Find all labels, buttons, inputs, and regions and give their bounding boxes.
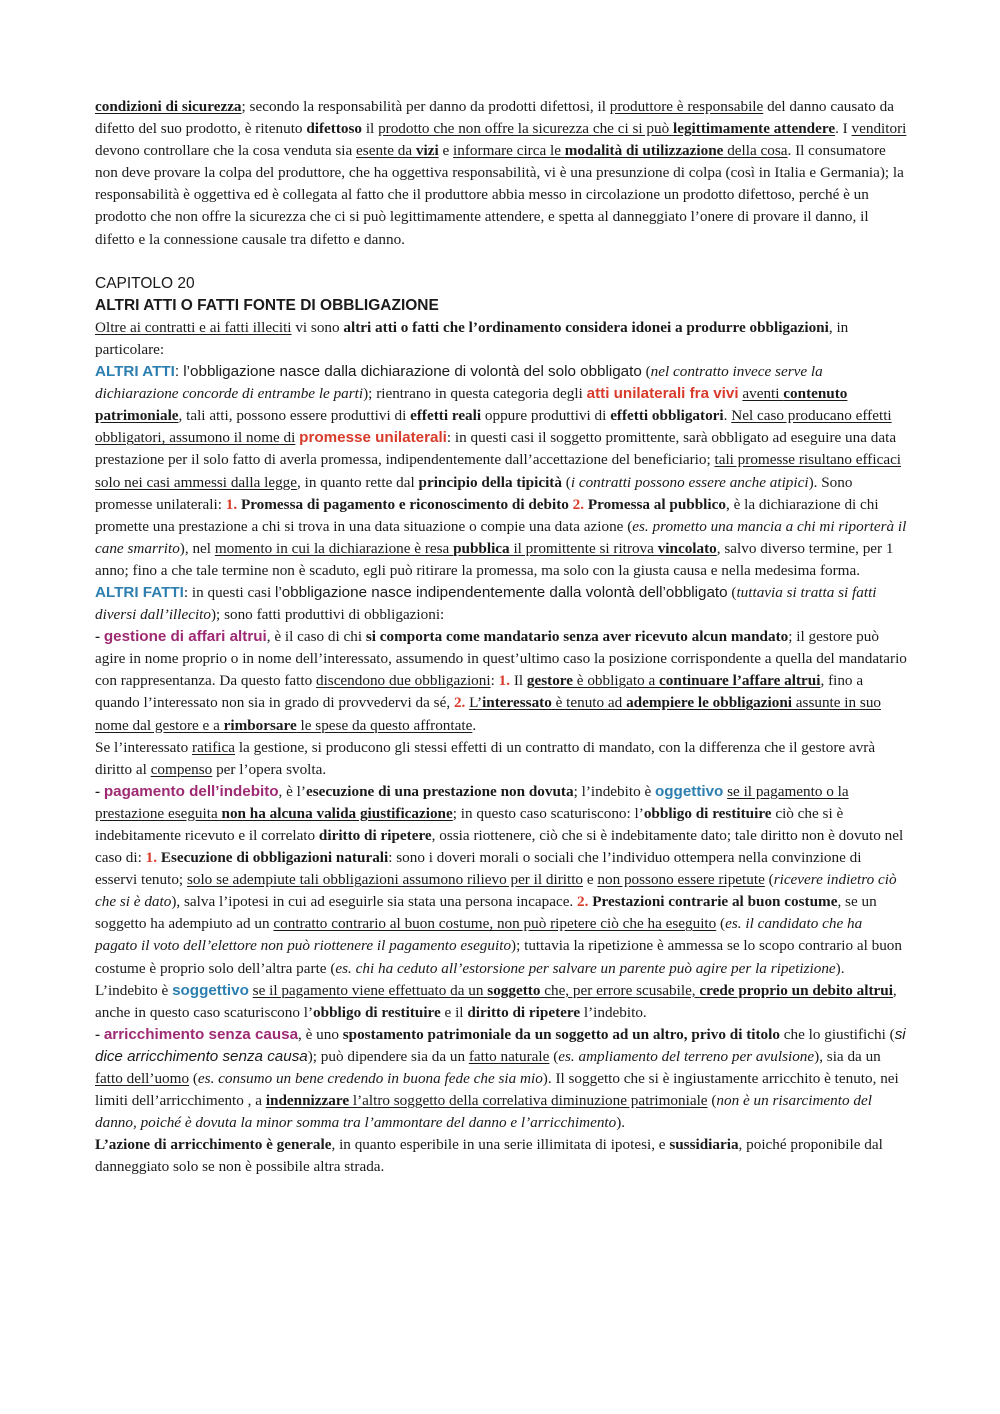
- text-u: fatto dell’uomo: [95, 1070, 190, 1088]
- text-blue: ALTRI ATTI: [95, 363, 175, 381]
- text-run: , se un soggetto ha adempiuto ad un: [95, 893, 877, 933]
- paragraph-gap: [95, 251, 907, 273]
- text-u: aventi: [742, 385, 784, 403]
- text-blue: oggettivo: [655, 782, 724, 800]
- text-run: , è l’: [278, 782, 306, 800]
- paragraph: [95, 361, 907, 582]
- text-b: Prestazioni contrarie al buon costume: [592, 893, 838, 911]
- text-u: L’: [469, 694, 483, 712]
- text-u: ratifica: [192, 738, 236, 756]
- text-u: compenso: [150, 760, 213, 778]
- text-u: è tenuto ad: [551, 694, 627, 712]
- text-bu: contenuto patrimoniale: [95, 385, 848, 425]
- text-run: ciò che si è indebitamente ricevuto e il correlato: [95, 804, 844, 844]
- text-run: , è uno: [298, 1025, 343, 1043]
- paragraph: [95, 317, 907, 361]
- text-i: es. prometto una mancia a chi mi riporterà il cane smarrito: [95, 517, 907, 557]
- text-u: venditori: [851, 120, 907, 138]
- text-bu: adempiere le obbligazioni: [626, 694, 792, 712]
- text-blue: soggettivo: [172, 981, 249, 999]
- text-i: tuttavia si tratta si fatti diversi dall’illecito: [95, 583, 877, 624]
- text-run: il: [362, 120, 379, 138]
- text-b: effetti obbligatori: [610, 407, 724, 425]
- text-run: e: [438, 142, 454, 160]
- text-b: sussidiaria: [669, 1136, 739, 1154]
- text-run: che lo giustifichi (: [779, 1025, 895, 1043]
- paragraph: [95, 295, 907, 317]
- text-bu: vincolato: [657, 539, 717, 557]
- text-u: il promittente si ritrova: [509, 539, 658, 557]
- text-b: obbligo di restituire: [313, 1003, 441, 1021]
- text-run: , in quanto rette dal: [297, 473, 419, 491]
- text-u: Oltre ai contratti e ai fatti illeciti: [95, 318, 292, 336]
- text-run: : in questi casi: [183, 583, 275, 601]
- text-run: , poiché proponibile dal danneggiato solo se non è possibile altra strada.: [95, 1136, 883, 1176]
- text-run: oppure produttivi di: [481, 407, 611, 425]
- text-blue: ALTRI FATTI: [95, 583, 184, 601]
- text-i: es. ampliamento del terreno per avulsione: [558, 1047, 815, 1065]
- text-u: fatto naturale: [468, 1047, 550, 1065]
- text-b: effetti reali: [410, 407, 482, 425]
- text-run: ; secondo la responsabilità per danno da prodotti difettosi, il: [241, 98, 610, 115]
- paragraph: [95, 273, 907, 295]
- text-b: altri atti o fatti che l’ordinamento considera idonei a produrre obbligazioni: [343, 318, 829, 336]
- text-bu: rimborsare: [223, 716, 297, 734]
- text-u: informare circa le: [453, 142, 565, 160]
- text-run: (: [189, 1070, 198, 1088]
- text-run: ); sono fatti produttivi di obbligazioni:: [211, 606, 445, 624]
- text-bu: modalità di utilizzazione: [564, 142, 724, 160]
- text-run: ); tuttavia la ripetizione è ammessa se lo scopo contrario al buon costume è proprio solo dell’altra parte (: [95, 937, 902, 977]
- text-run: la gestione, si producono gli stessi effetti di un contratto di mandato, con la differenza che il gestore avrà diritto al: [95, 738, 876, 778]
- text-u: solo se adempiute tali obbligazioni assumono rilievo per il diritto: [186, 871, 584, 889]
- text-u: discendono due obbligazioni: [315, 672, 491, 690]
- paragraph: [95, 582, 907, 626]
- text-b: spostamento patrimoniale da un soggetto ad un altro, privo di titolo: [342, 1025, 780, 1043]
- text-i: non è un risarcimento del danno, poiché è dovuta la minor somma tra l’ammontare del danno e l’arricchimento: [95, 1092, 872, 1132]
- text-bu: non ha alcuna valida giustificazione: [221, 804, 453, 822]
- text-redn: 1.: [498, 672, 511, 690]
- text-run: (: [707, 1092, 717, 1110]
- text-redn: 1.: [225, 495, 238, 513]
- text-run: .: [472, 716, 477, 734]
- text-run: (: [561, 473, 571, 491]
- text-u: tali promesse risultano efficaci solo nei casi ammessi dalla legge: [95, 451, 902, 491]
- document-page: [95, 96, 907, 1179]
- text-bu: gestore: [526, 672, 573, 690]
- text-run: per l’opera svolta.: [212, 760, 327, 778]
- text-run: L’indebito è: [95, 981, 173, 999]
- text-u: della cosa: [723, 142, 788, 160]
- text-run: l’indebito.: [580, 1003, 647, 1021]
- text-run: ). Il soggetto che si è ingiustamente arricchito è tenuto, nei limiti dell’arricchimento , a: [95, 1070, 899, 1110]
- text-sans: l’obbligazione nasce indipendentemente dalla volontà dell’obbligato: [274, 583, 728, 601]
- text-u: se il pagamento viene effettuato da un: [252, 981, 488, 999]
- text-bu: indennizzare: [265, 1092, 350, 1110]
- text-bu: interessato: [482, 694, 552, 712]
- text-bu: legittimamente attendere: [672, 120, 836, 138]
- text-chapb: ALTRI ATTI O FATTI FONTE DI OBBLIGAZIONE: [95, 296, 439, 314]
- text-b: L’azione di arricchimento è generale: [95, 1136, 332, 1154]
- text-run: ; l’indebito è: [573, 782, 655, 800]
- text-b: diritto di ripetere: [467, 1003, 581, 1021]
- text-run: . I: [835, 120, 852, 138]
- text-b: difettoso: [306, 120, 363, 138]
- text-bu: soggetto: [487, 981, 541, 999]
- text-run: , è la dichiarazione di chi promette una prestazione a chi si trova in una data situazione o compie una data azione (: [95, 495, 879, 535]
- paragraph: [95, 1134, 907, 1178]
- text-u: contratto contrario al buon costume, non può ripetere ciò che ha eseguito: [273, 915, 717, 933]
- text-run: ). Sono promesse unilaterali:: [95, 473, 853, 513]
- paragraph: [95, 626, 907, 736]
- text-u: non possono essere ripetute: [597, 871, 765, 889]
- text-b: -: [95, 628, 104, 646]
- text-run: :: [490, 672, 499, 690]
- text-run: ), salva l’ipotesi in cui ad eseguirle sia stata una persona incapace.: [171, 893, 578, 911]
- text-run: (: [764, 871, 774, 889]
- text-sansi: si dice arricchimento senza causa: [95, 1025, 906, 1065]
- paragraph: [95, 980, 907, 1024]
- text-run: Il: [510, 672, 527, 690]
- text-b: Promessa di pagamento e riconoscimento di debito: [240, 495, 569, 513]
- text-b: -: [95, 1025, 104, 1043]
- text-bu: crede proprio un debito altrui: [699, 981, 893, 999]
- text-run: vi sono: [291, 318, 344, 336]
- text-b: obbligo di restituire: [643, 804, 772, 822]
- text-u: le spese da questo affrontate: [296, 716, 473, 734]
- text-run: , in particolare:: [95, 318, 849, 358]
- text-run: , tali atti, possono essere produttivi di: [178, 407, 411, 425]
- text-i: es. consumo un bene credendo in buona fede che sia mio: [197, 1070, 543, 1088]
- text-run: ; il gestore può agire in nome proprio o in nome dell’interessato, assumendo in quest’ultimo caso la posizione corrispondente a quella del mandatario con rappresentanza. Da questo fatto: [95, 628, 907, 690]
- text-run: , fino a quando l’interessato non sia in grado di provvedervi da sé,: [95, 672, 864, 712]
- text-run: (: [549, 1047, 559, 1065]
- text-i: i contratti possono essere anche atipici: [570, 473, 809, 491]
- text-run: (: [716, 915, 726, 933]
- text-u: momento in cui la dichiarazione è resa: [214, 539, 454, 557]
- text-run: (: [727, 583, 737, 601]
- paragraph: [95, 781, 907, 980]
- text-u: prodotto che non offre la sicurezza che ci si può: [378, 120, 673, 138]
- text-u: Nel caso producano effetti obbligatori, assumono il nome di: [95, 407, 892, 447]
- text-run: , in quanto esperibile in una serie illimitata di ipotesi, e: [331, 1136, 670, 1154]
- text-u: l’altro soggetto della correlativa diminuzione patrimoniale: [349, 1092, 708, 1110]
- text-b: Esecuzione di obbligazioni naturali: [160, 849, 389, 867]
- text-redn: 1.: [145, 849, 158, 867]
- text-sans: : l’obbligazione nasce dalla dichiarazione di volontà del solo obbligato: [174, 363, 642, 381]
- text-b: diritto di ripetere: [318, 827, 432, 844]
- text-run: . Il consumatore non deve provare la colpa del produttore, che ha oggettiva responsabilità, vi è una presunzione di colpa (così in Italia e Germania); la responsabilità è oggettiva ed è collegata al fatto che il produttore abbia messo in circolazione un prodotto difettoso, perché è un prodotto che non offre la sicurezza che ci si può legittimamente attendere, e spetta al danneggiato l’onere di provare il danno, il difetto e la connessione causale tra difetto e danno.: [95, 142, 904, 248]
- text-u: esente da: [356, 142, 416, 160]
- text-run: , ossia riottenere, ciò che si è indebitamente dato; tale diritto non è dovuto nel caso di:: [95, 827, 904, 867]
- text-i: es. il candidato che ha pagato il voto dell’elettore non può riottenere il pagamento eseguito: [95, 915, 863, 955]
- paragraph: [95, 96, 907, 251]
- text-run: ); può dipendere sia da un: [307, 1047, 469, 1065]
- text-run: ).: [835, 959, 845, 977]
- text-run: e il: [440, 1003, 468, 1021]
- text-run: : in questi casi il soggetto promittente, sarà obbligato ad eseguire una data prestazione per il solo fatto di averla promessa, indipendentemente dall’accettazione del beneficiario;: [95, 429, 897, 469]
- paragraph: [95, 737, 907, 781]
- text-u: se il pagamento o la prestazione eseguita: [95, 782, 849, 822]
- text-u: che, per errore scusabile,: [540, 981, 700, 999]
- text-run: ), nel: [179, 539, 215, 557]
- text-run: del danno causato da difetto del suo prodotto, è ritenuto: [95, 98, 894, 138]
- text-bu: pubblica: [453, 539, 510, 557]
- text-redn: 2.: [577, 893, 589, 911]
- text-run: ).: [616, 1114, 626, 1132]
- text-run: ); rientrano in questa categoria degli: [363, 385, 587, 403]
- text-u: assunte in suo nome dal gestore e a: [95, 694, 882, 734]
- paragraph: [95, 1024, 907, 1134]
- text-purple: pagamento dell’indebito: [103, 782, 279, 800]
- text-run: e: [583, 871, 598, 889]
- text-i: ricevere indietro ciò che si è dato: [95, 871, 897, 911]
- text-i: nel contratto invece serve la dichiarazione concorde di entrambe le parti: [95, 363, 823, 403]
- text-bu: continuare l’affare altrui: [659, 672, 821, 690]
- text-red: promesse unilaterali: [299, 429, 447, 447]
- text-u: è obbligato a: [573, 672, 660, 690]
- text-redn: 2.: [453, 694, 466, 712]
- text-bu: vizi: [415, 142, 439, 160]
- text-purple: gestione di affari altrui: [103, 628, 267, 646]
- text-purple: arricchimento senza causa: [103, 1025, 299, 1043]
- text-run: ; in questo caso scaturiscono: l’: [452, 804, 644, 822]
- text-i: es. chi ha ceduto all’estorsione per salvare un parente può agire per la ripetizione: [335, 959, 836, 977]
- text-b: Promessa al pubblico: [587, 495, 726, 513]
- text-bu: condizioni di sicurezza: [95, 98, 242, 115]
- text-run: , anche in questo caso scaturiscono l’: [95, 981, 897, 1021]
- text-red: atti unilaterali fra vivi: [586, 385, 739, 403]
- text-chap: CAPITOLO 20: [95, 274, 195, 292]
- text-u: produttore è responsabile: [609, 98, 764, 115]
- text-b: principio della tipicità: [418, 473, 562, 491]
- text-run: (: [641, 363, 651, 381]
- text-run: devono controllare che la cosa venduta sia: [95, 142, 357, 160]
- text-run: ), sia da un: [814, 1047, 881, 1065]
- text-run: .: [723, 407, 732, 425]
- text-redn: 2.: [572, 495, 585, 513]
- text-run: : sono i doveri morali o sociali che l’individuo ottempera nella convinzione di esservi tenuto;: [95, 849, 862, 889]
- text-run: , salvo diverso termine, per 1 anno; fino a che tale termine non è scaduto, egli può ritirare la promessa, ma solo con la giusta causa e nella medesima forma.: [95, 539, 894, 579]
- text-b: esecuzione di una prestazione non dovuta: [305, 782, 574, 800]
- text-run: , è il caso di chi: [266, 628, 366, 646]
- text-b: -: [95, 782, 104, 800]
- text-b: si comporta come mandatario senza aver ricevuto alcun mandato: [365, 628, 789, 646]
- text-run: Se l’interessato: [95, 738, 193, 756]
